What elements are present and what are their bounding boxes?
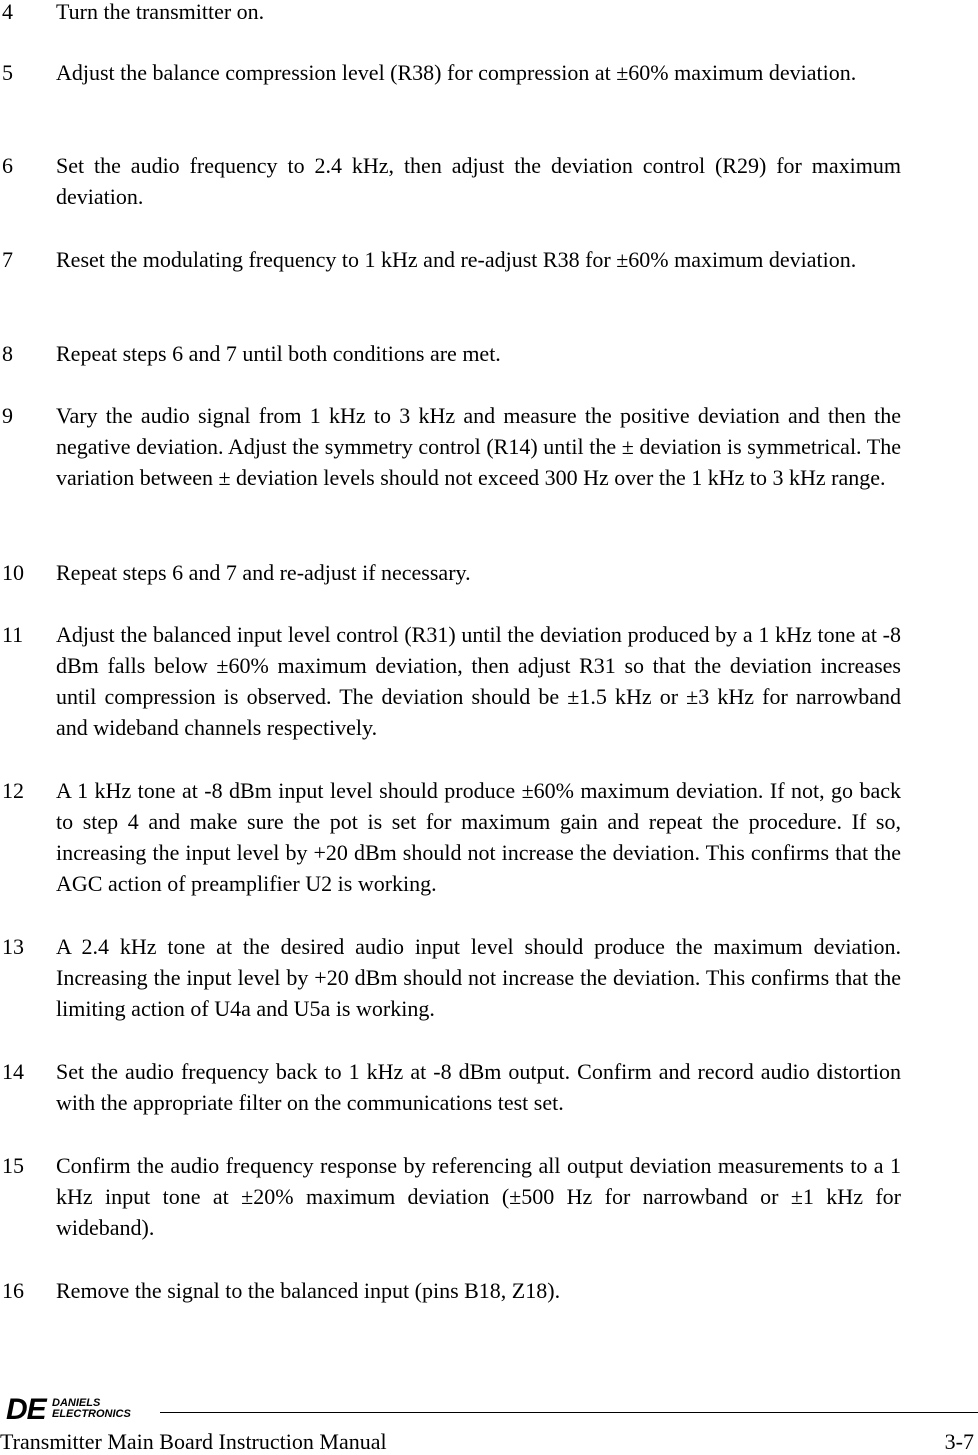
step-number: 12 (2, 778, 24, 803)
step-number: 16 (2, 1278, 24, 1303)
step-text: Set the audio frequency to 2.4 kHz, then adjust the deviation control (R29) for maximum deviation. (56, 153, 901, 209)
step-text: A 1 kHz tone at -8 dBm input level should produce ±60% maximum deviation. If not, go back to step 4 and make sure the pot is set for maximum gain and repeat the procedure. If so, increasing the input level by +20 dBm should not increase the deviation. This confirms that the AGC action of preamplifier U2 is working. (56, 778, 901, 896)
step-number: 11 (2, 622, 24, 647)
step-number: 6 (2, 153, 13, 178)
step-text: A 2.4 kHz tone at the desired audio input level should produce the maximum deviation. Increasing the input level by +20 dBm should not increase the deviation. This confirms that the limiting action of U4a and U5a is working. (56, 934, 901, 1021)
daniels-electronics-logo (6, 1392, 156, 1428)
step-text: Remove the signal to the balanced input (pins B18, Z18). (56, 1278, 561, 1303)
step-number: 4 (2, 0, 13, 24)
page-number: 3-7 (944, 1429, 974, 1454)
step-text: Repeat steps 6 and 7 and re-adjust if necessary. (56, 560, 471, 585)
step-text: Reset the modulating frequency to 1 kHz and re-adjust R38 for ±60% maximum deviation. (56, 247, 857, 272)
step-number: 7 (2, 247, 13, 272)
step-number: 13 (2, 934, 24, 959)
step-text: Turn the transmitter on. (56, 0, 265, 24)
manual-title: Transmitter Main Board Instruction Manual (0, 1429, 387, 1454)
step-number: 9 (2, 403, 13, 428)
step-text: Vary the audio signal from 1 kHz to 3 kHz and measure the positive deviation and then the negative deviation. Adjust the symmetry control (R14) until the ± deviation is symmetrical. The variation between ± deviation levels should not exceed 300 Hz over the 1 kHz to 3 kHz range. (56, 403, 901, 490)
logo-line-electronics: ELECTRONICS (52, 1408, 131, 1420)
logo-wordmark (52, 1398, 131, 1420)
logo-line-daniels: DANIELS (52, 1397, 101, 1409)
logo-mark: DE (6, 1393, 46, 1426)
step-number: 5 (2, 60, 13, 85)
step-number: 15 (2, 1153, 24, 1178)
step-text: Adjust the balance compression level (R38) for compression at ±60% maximum deviation. (56, 60, 857, 85)
footer-divider (160, 1412, 978, 1413)
step-text: Set the audio frequency back to 1 kHz at -8 dBm output. Confirm and record audio distortion with the appropriate filter on the communications test set. (56, 1059, 901, 1115)
step-text: Confirm the audio frequency response by referencing all output deviation measurements to a 1 kHz input tone at ±20% maximum deviation (±500 Hz for narrowband or ±1 kHz for wideband). (56, 1153, 901, 1240)
step-number: 8 (2, 341, 13, 366)
step-number: 14 (2, 1059, 24, 1084)
step-text: Adjust the balanced input level control (R31) until the deviation produced by a 1 kHz tone at -8 dBm falls below ±60% maximum deviation, then adjust R31 so that the deviation increases until compression is observed. The deviation should be ±1.5 kHz or ±3 kHz for narrowband and wideband channels respectively. (56, 622, 901, 740)
step-number: 10 (2, 560, 24, 585)
step-text: Repeat steps 6 and 7 until both conditions are met. (56, 341, 501, 366)
